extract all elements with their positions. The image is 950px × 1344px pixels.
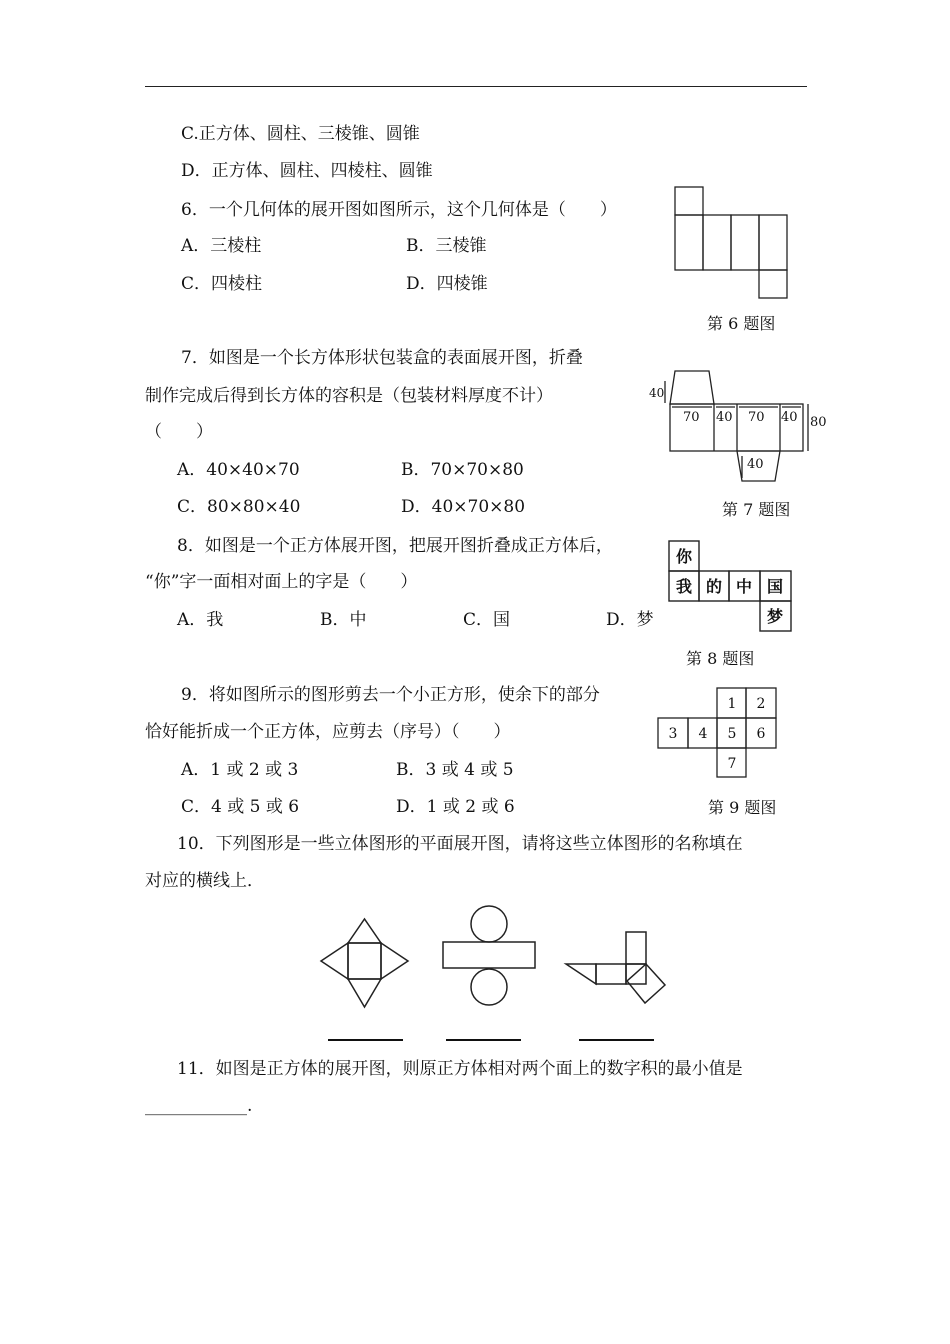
q8-face-de: 的 — [705, 577, 723, 596]
q8-stem-line1: 8．如图是一个正方体展开图，把展开图折叠成正方体后， — [177, 536, 613, 556]
q9-option-d: D．1 或 2 或 6 — [396, 797, 515, 817]
q8-stem-line2: “你”字一面相对面上的字是（ ） — [145, 572, 418, 592]
q7-dim-bottom: 40 — [747, 457, 764, 472]
q8-option-d: D．梦 — [606, 610, 654, 630]
q11-stem: 11．如图是正方体的展开图，则原正方体相对两个面上的数字积的最小值是 — [177, 1059, 743, 1079]
q9-option-a: A．1 或 2 或 3 — [181, 760, 299, 780]
q9-cell-2: 2 — [756, 696, 766, 712]
q7-stem-line2: 制作完成后得到长方体的容积是（包装材料厚度不计） — [145, 386, 553, 406]
q7-dim-w2: 40 — [716, 410, 733, 425]
q8-caption: 第 8 题图 — [686, 649, 755, 668]
q6-stem: 6．一个几何体的展开图如图所示，这个几何体是（ ） — [181, 200, 617, 220]
q6-option-c: C．四棱柱 — [181, 274, 263, 294]
q7-dim-w3: 70 — [748, 410, 765, 425]
q7-dim-w1: 70 — [683, 410, 700, 425]
q7-option-c: C．80×80×40 — [177, 497, 301, 517]
q6-option-a: A．三棱柱 — [181, 236, 262, 256]
q7-option-b: B．70×70×80 — [401, 460, 524, 480]
q5-option-d: D．正方体、圆柱、四棱柱、圆锥 — [181, 161, 433, 181]
q7-dim-top: 40 — [649, 386, 665, 400]
q8-face-ni: 你 — [675, 547, 693, 566]
q9-cell-1: 1 — [727, 696, 737, 712]
q9-stem-line1: 9．将如图所示的图形剪去一个小正方形，使余下的部分 — [181, 685, 600, 705]
q9-stem-line2: 恰好能折成一个正方体，应剪去（序号）（ ） — [145, 722, 511, 742]
q7-option-d: D．40×70×80 — [401, 497, 526, 517]
q7-stem-line3: （ ） — [145, 422, 213, 442]
q7-option-a: A．40×40×70 — [177, 460, 300, 480]
q8-face-guo: 国 — [766, 577, 784, 596]
q8-option-c: C．国 — [463, 610, 511, 630]
q9-cell-3: 3 — [668, 726, 678, 742]
q5-option-c: C.正方体、圆柱、三棱锥、圆锥 — [181, 124, 420, 144]
q8-option-a: A．我 — [177, 610, 224, 630]
q9-cell-7: 7 — [727, 756, 737, 772]
q10-stem-line2: 对应的横线上． — [145, 871, 264, 891]
q8-face-meng: 梦 — [766, 607, 784, 626]
q9-cell-6: 6 — [756, 726, 766, 742]
q11-answer-blank[interactable]: ____________. — [145, 1096, 253, 1116]
q10-stem-line1: 10．下列图形是一些立体图形的平面展开图，请将这些立体图形的名称填在 — [177, 834, 743, 854]
q9-caption: 第 9 题图 — [708, 798, 777, 817]
q7-stem-line1: 7．如图是一个长方体形状包装盒的表面展开图，折叠 — [181, 348, 583, 368]
q7-dim-h: 80 — [810, 415, 827, 430]
q7-dim-w4: 40 — [781, 410, 798, 425]
q8-option-b: B．中 — [320, 610, 367, 630]
q9-cell-4: 4 — [698, 726, 708, 742]
q9-option-c: C．4 或 5 或 6 — [181, 797, 300, 817]
q6-option-d: D．四棱锥 — [406, 274, 488, 294]
q8-face-wo: 我 — [675, 577, 693, 596]
q9-option-b: B．3 或 4 或 5 — [396, 760, 514, 780]
q9-cell-5: 5 — [727, 726, 737, 742]
q7-caption: 第 7 题图 — [722, 500, 791, 519]
q6-caption: 第 6 题图 — [707, 314, 776, 333]
q8-face-zhong: 中 — [735, 577, 753, 596]
q6-option-b: B．三棱锥 — [406, 236, 487, 256]
